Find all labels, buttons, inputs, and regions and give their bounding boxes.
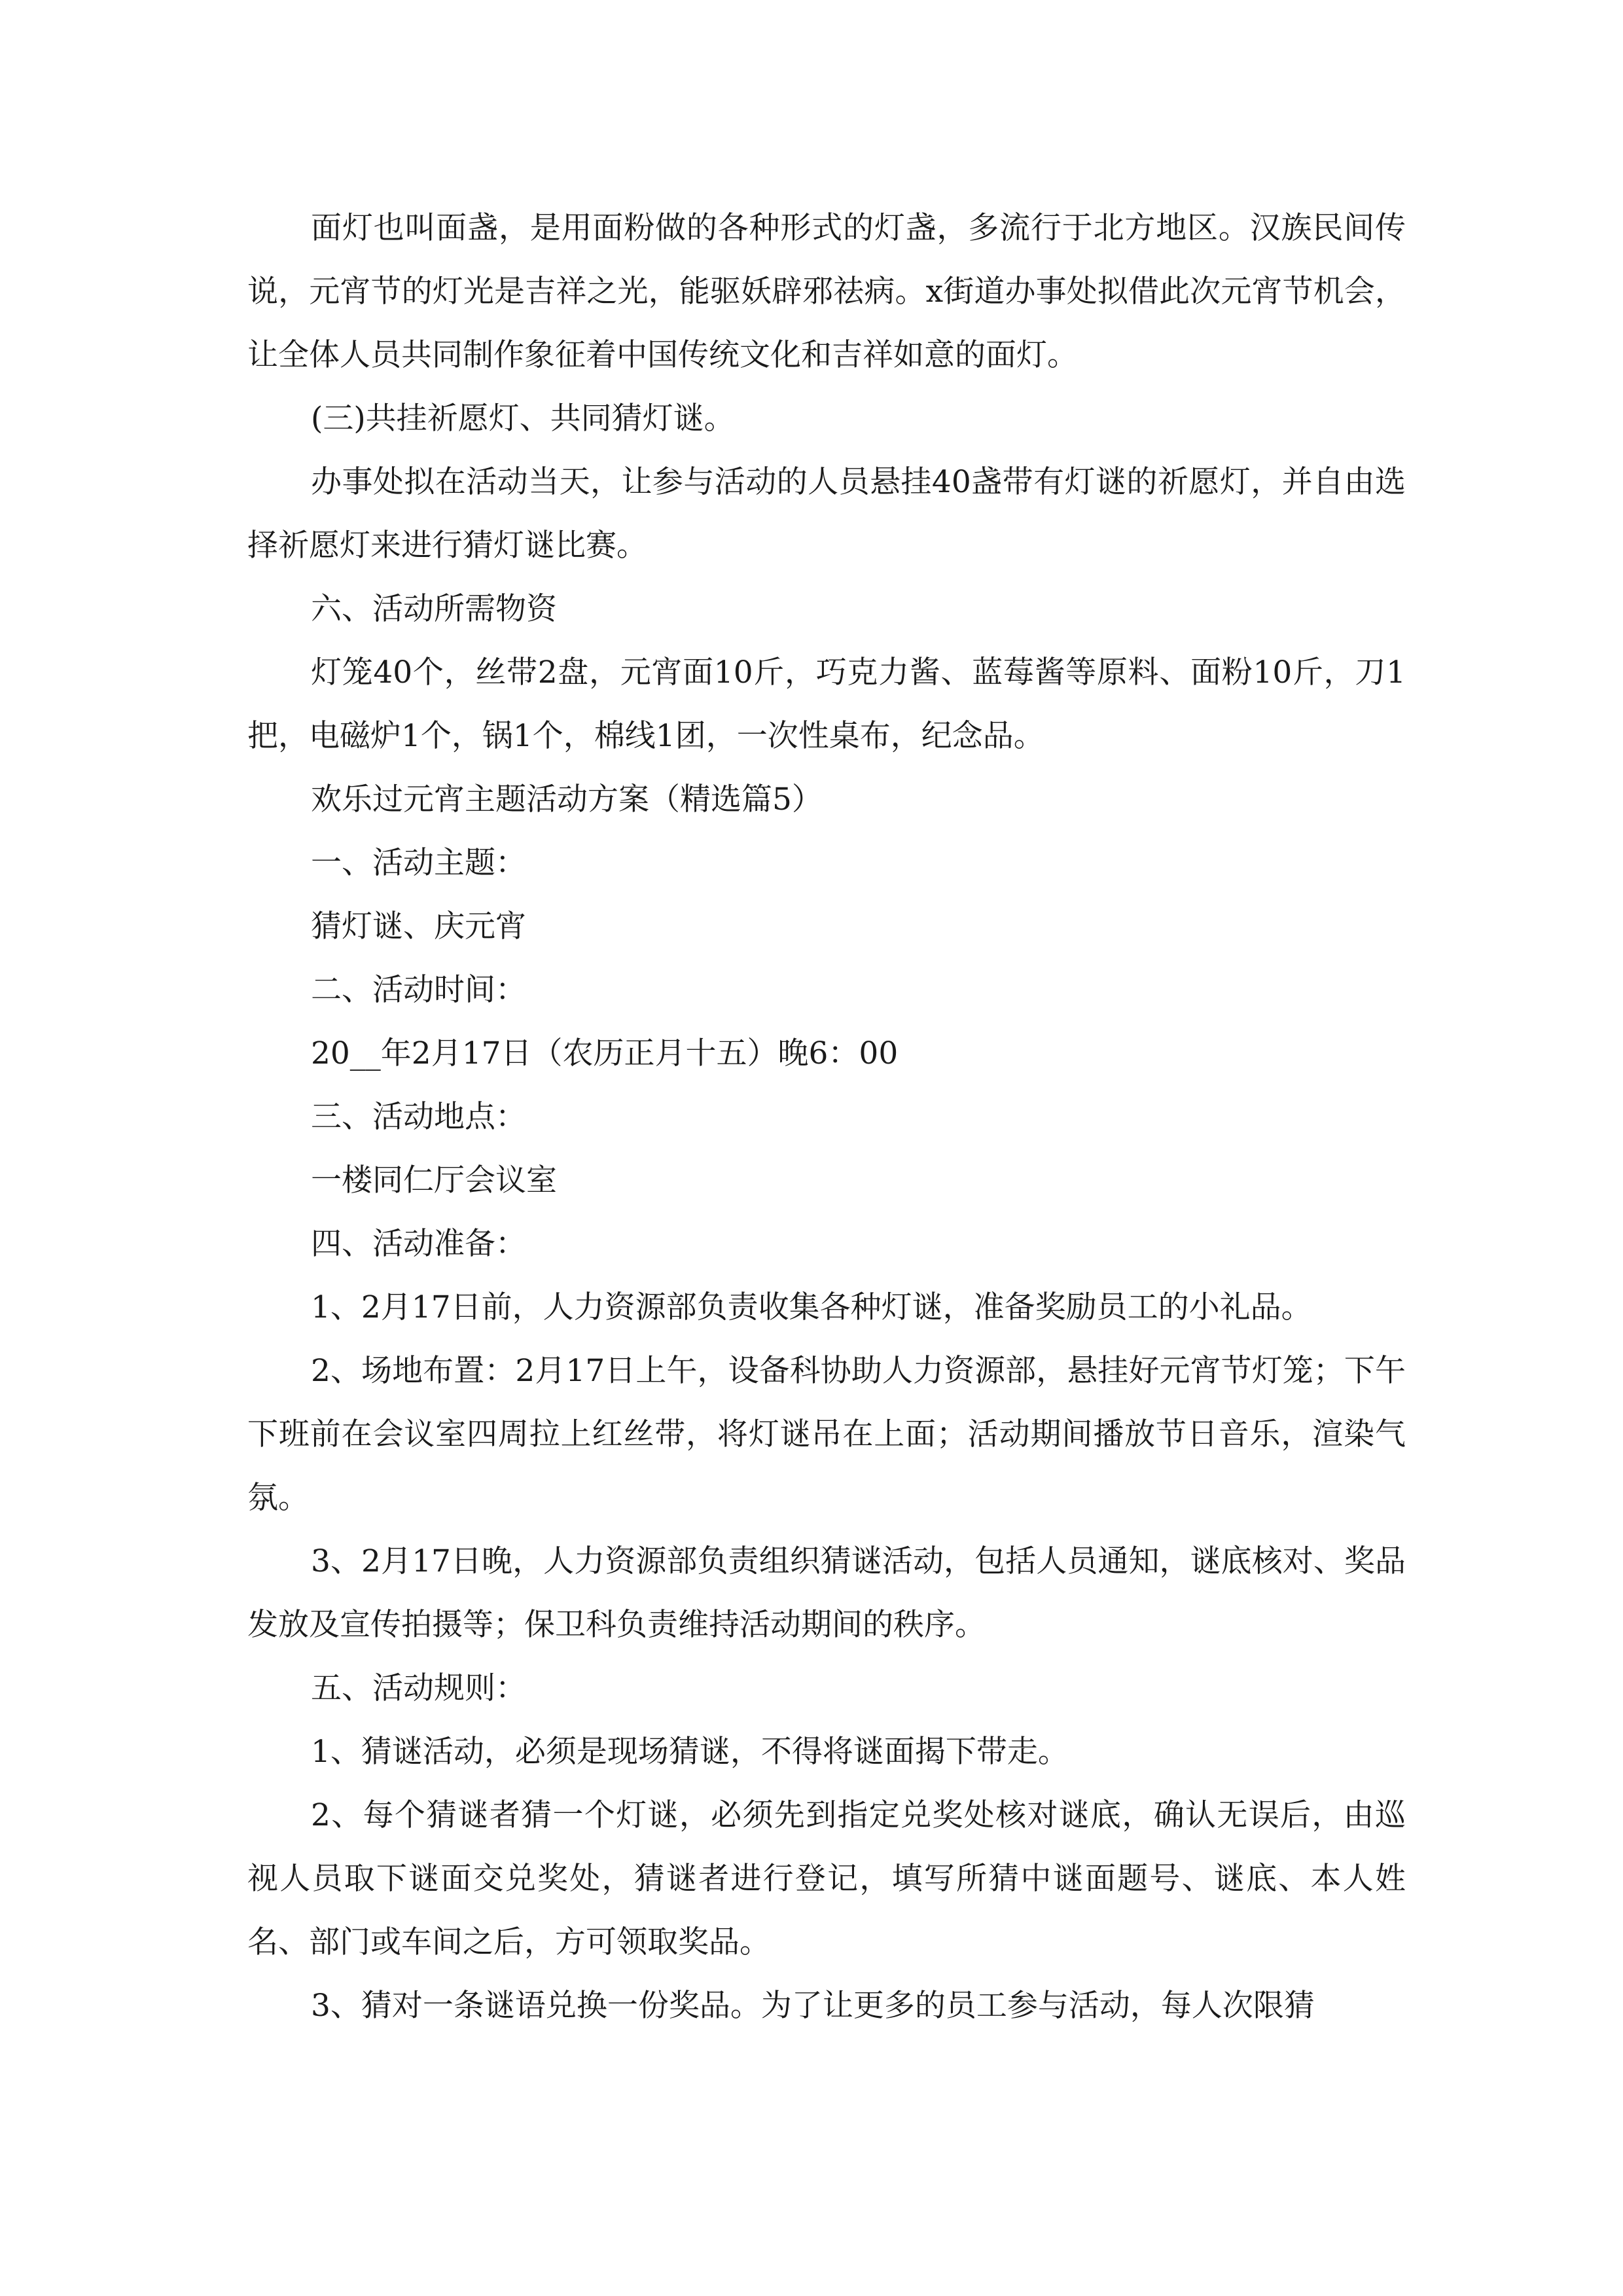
paragraph-rule-1: 1、猜谜活动，必须是现场猜谜，不得将谜面揭下带走。 xyxy=(311,1734,1069,1770)
section-heading-location: 三、活动地点： xyxy=(311,1099,526,1135)
paragraph-rule-2: 2、每个猜谜者猜一个灯谜，必须先到指定兑奖处核对谜底，确认无误后，由巡视人员取下谜面交兑奖处，猜谜者进行登记，填写所猜中谜面题号、谜底、本人姓名、部门或车间之后，方可领取奖品。 xyxy=(247,1797,1406,1960)
section-heading-gong-gua: (三)共挂祈愿灯、共同猜灯谜。 xyxy=(311,401,735,437)
paragraph-materials-list: 灯笼40个，丝带2盘，元宵面10斤，巧克力酱、蓝莓酱等原料、面粉10斤，刀1把，电磁炉1个，锅1个，棉线1团，一次性桌布，纪念品。 xyxy=(247,655,1406,754)
paragraph-qi-yuan-deng: 办事处拟在活动当天，让参与活动的人员悬挂40盏带有灯谜的祈愿灯，并自由选择祈愿灯来进行猜灯谜比赛。 xyxy=(247,464,1406,564)
paragraph-time: 20__年2月17日（农历正月十五）晚6：00 xyxy=(311,1035,899,1071)
paragraph-preparation-3: 3、2月17日晚，人力资源部负责组织猜谜活动，包括人员通知，谜底核对、奖品发放及宣传拍摄等；保卫科负责维持活动期间的秩序。 xyxy=(247,1543,1406,1643)
document-body xyxy=(247,196,1406,2037)
section-heading-time: 二、活动时间： xyxy=(311,972,526,1008)
plan-title: 欢乐过元宵主题活动方案（精选篇5） xyxy=(311,781,823,817)
paragraph-mian-deng: 面灯也叫面盏，是用面粉做的各种形式的灯盏，多流行于北方地区。汉族民间传说，元宵节的灯光是吉祥之光，能驱妖辟邪祛病。x街道办事处拟借此次元宵节机会，让全体人员共同制作象征着中国传统文化和吉祥如意的面灯。 xyxy=(247,210,1406,373)
paragraph-preparation-2: 2、场地布置：2月17日上午，设备科协助人力资源部，悬挂好元宵节灯笼；下午下班前在会议室四周拉上红丝带，将灯谜吊在上面；活动期间播放节日音乐，渲染气氛。 xyxy=(247,1353,1406,1516)
section-heading-theme: 一、活动主题： xyxy=(311,845,526,881)
paragraph-location: 一楼同仁厅会议室 xyxy=(311,1162,557,1198)
paragraph-rule-3: 3、猜对一条谜语兑换一份奖品。为了让更多的员工参与活动，每人次限猜 xyxy=(311,1988,1315,2024)
paragraph-preparation-1: 1、2月17日前，人力资源部负责收集各种灯谜，准备奖励员工的小礼品。 xyxy=(311,1289,1312,1325)
paragraph-theme: 猜灯谜、庆元宵 xyxy=(311,908,526,944)
section-heading-rules: 五、活动规则： xyxy=(311,1670,526,1706)
section-heading-preparation: 四、活动准备： xyxy=(311,1226,526,1262)
section-heading-materials: 六、活动所需物资 xyxy=(311,591,557,627)
